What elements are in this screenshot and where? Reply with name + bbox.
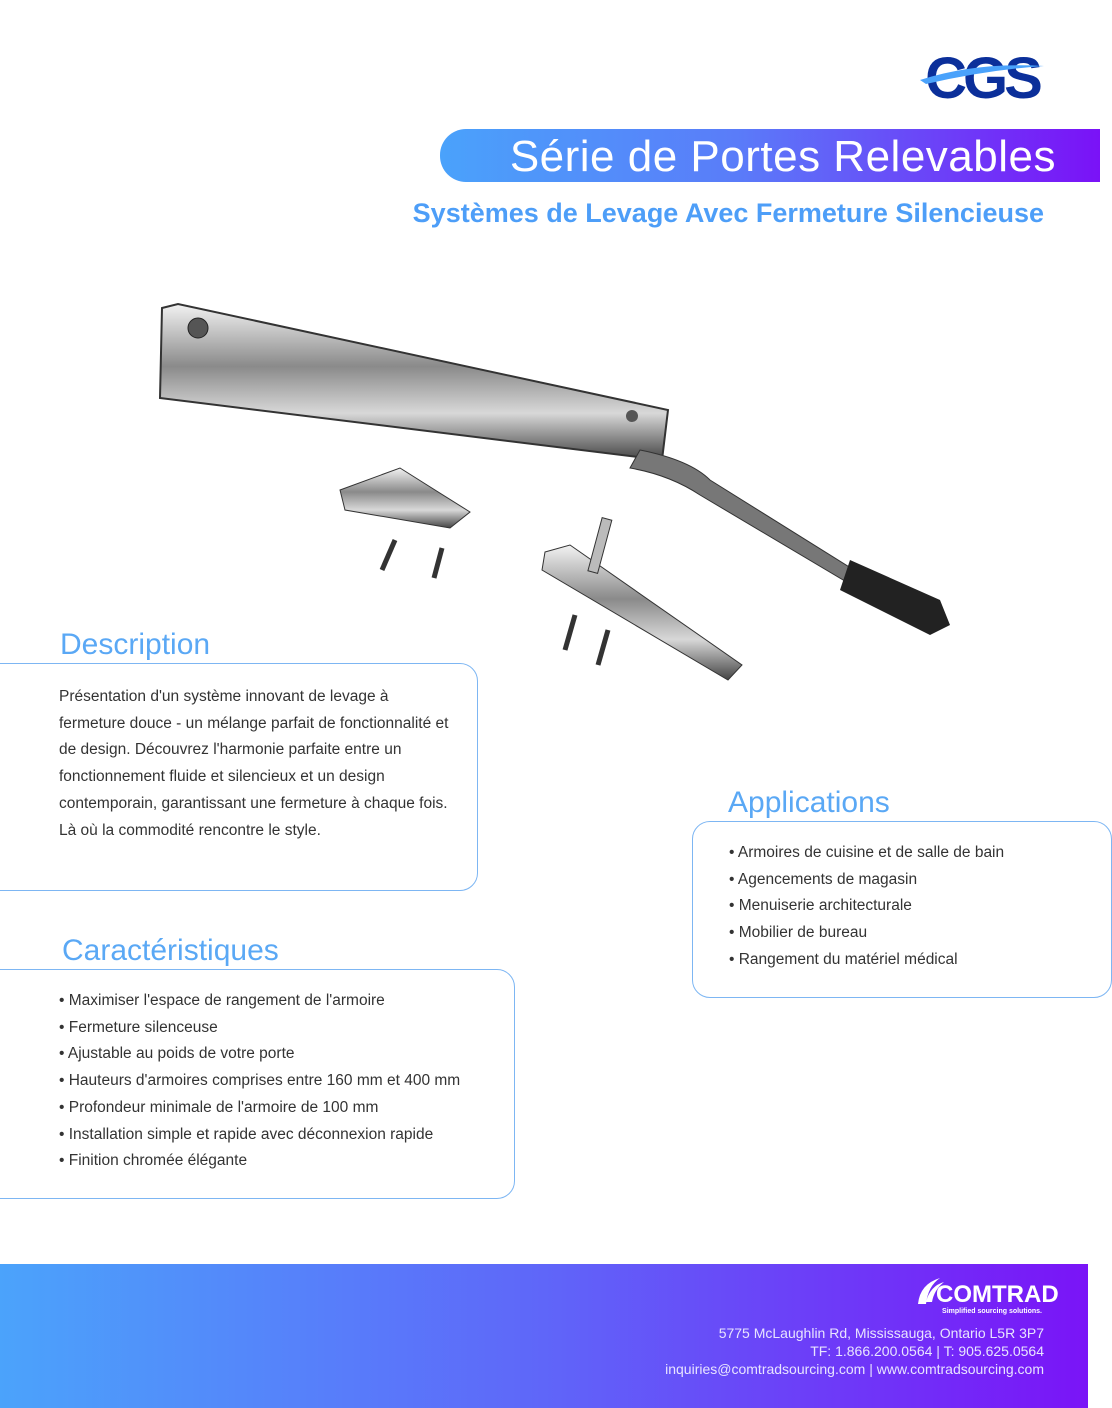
comtrad-logo [914, 1274, 1059, 1316]
list-item: • Ajustable au poids de votre porte [59, 1041, 514, 1068]
list-item: • Hauteurs d'armoires comprises entre 160 mm et 400 mm [59, 1068, 514, 1095]
list-item: • Fermeture silenceuse [59, 1015, 514, 1042]
footer-address: 5775 McLaughlin Rd, Mississauga, Ontario L5R 3P7 [718, 1325, 1044, 1341]
list-item: • Agencements de magasin [729, 867, 1111, 894]
page-title: Série de Portes Relevables [509, 132, 1056, 181]
page-subtitle: Systèmes de Levage Avec Fermeture Silencieuse [412, 198, 1044, 228]
list-item: • Finition chromée élégante [59, 1148, 514, 1175]
footer [0, 1264, 1088, 1408]
cgs-logo [916, 46, 1048, 111]
footer-contact[interactable]: inquiries@comtradsourcing.com | www.comtradsourcing.com [665, 1361, 1044, 1377]
footer-phones: TF: 1.866.200.0564 | T: 905.625.0564 [810, 1343, 1044, 1359]
svg-text:CGS: CGS [925, 46, 1039, 111]
features-list [59, 988, 514, 1175]
features-box [0, 969, 515, 1199]
list-item: • Profondeur minimale de l'armoire de 100 mm [59, 1095, 514, 1122]
applications-box [692, 821, 1112, 998]
description-text: Présentation d'un système innovant de levage à fermeture douce - un mélange parfait de fonctionnalité et de design. Découvrez l'harmonie parfaite entre un fonctionnement fluide et silencieux et un design contemporain, garantissant une fermeture à chaque fois. Là où la commodité rencontre le style. [59, 688, 449, 839]
list-item: • Installation simple et rapide avec déconnexion rapide [59, 1122, 514, 1149]
comtrad-tagline: Simplified sourcing solutions. [942, 1308, 1042, 1315]
title-banner [440, 129, 1100, 182]
list-item: • Armoires de cuisine et de salle de bain [729, 840, 1111, 867]
list-item: • Mobilier de bureau [729, 920, 1111, 947]
svg-text:COMTRAD: COMTRAD [936, 1281, 1059, 1308]
product-image [150, 290, 1020, 710]
list-item: • Menuiserie architecturale [729, 893, 1111, 920]
list-item: • Maximiser l'espace de rangement de l'armoire [59, 988, 514, 1015]
list-item: • Rangement du matériel médical [729, 947, 1111, 974]
applications-heading: Applications [728, 786, 890, 819]
description-heading: Description [60, 628, 211, 661]
features-heading: Caractéristiques [62, 934, 279, 967]
description-box [0, 663, 478, 891]
applications-list [729, 840, 1111, 974]
